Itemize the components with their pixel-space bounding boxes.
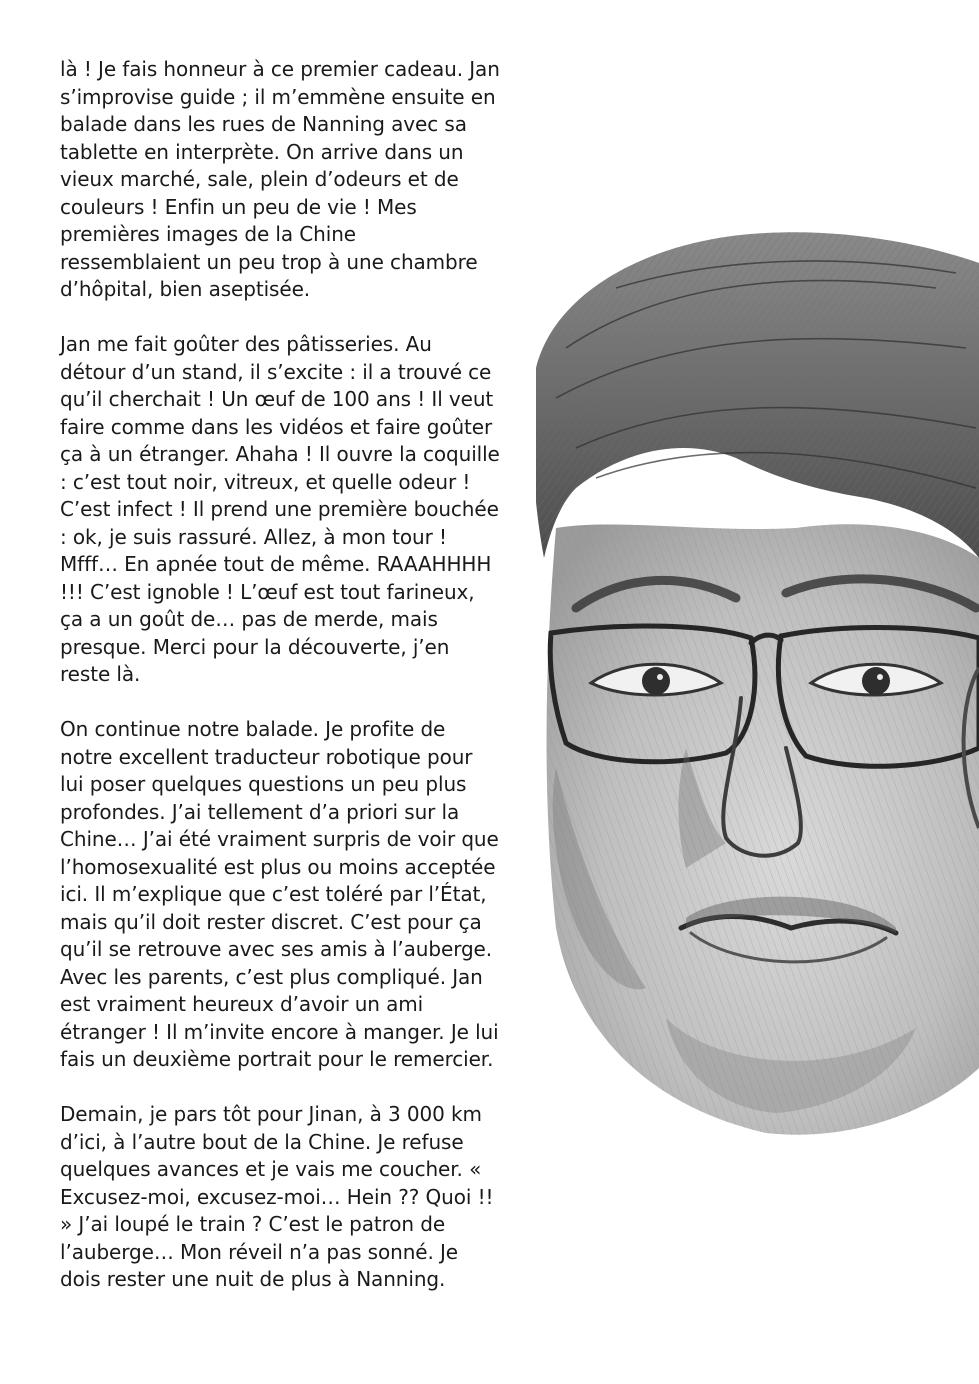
portrait-drawing <box>536 228 979 1148</box>
story-text <box>60 56 500 1321</box>
face-hatching <box>547 524 979 1134</box>
paragraph-3: On continue notre balade. Je profite de notre excellent traducteur robotique pour lui poser quelques questions un peu plus profondes. J’ai tellement d’a priori sur la Chine… J’ai été vraiment surpris de voir que l’homosexualité est plus ou moins acceptée ici. Il m’explique que c’est toléré par l’État, mais qu’il doit rester discret. C’est pour ça qu’il se retrouve avec ses amis à l’auberge. Avec les parents, c’est plus compliqué. Jan est vraiment heureux d’avoir un ami étranger ! Il m’invite encore à manger. Je lui fais un deuxième portrait pour le remercier. <box>60 717 499 1071</box>
hair-strands <box>536 232 979 558</box>
pencil-portrait-illustration <box>536 228 979 1148</box>
paragraph-2: Jan me fait goûter des pâtisseries. Au détour d’un stand, il s’excite : il a trouvé ce qu’il cherchait ! Un œuf de 100 ans ! Il veut faire comme dans les vidéos et faire goûter ça à un étranger. Ahaha ! Il ouvre la coquille : c’est tout noir, vitreux, et quelle odeur ! C’est infect ! Il prend une première bouchée : ok, je suis rassuré. Allez, à mon tour ! Mfff… En apnée tout de même. RAAAHHHH !!! C’est ignoble ! L’œuf est tout farineux, ça a un goût de… pas de merde, mais presque. Merci pour la découverte, j’en reste là. <box>60 332 500 686</box>
paragraph-1: là ! Je fais honneur à ce premier cadeau. Jan s’improvise guide ; il m’emmène ensuite en balade dans les rues de Nanning avec sa tablette en interprète. On arrive dans un vieux marché, sale, plein d’odeurs et de couleurs ! Enfin un peu de vie ! Mes premières images de la Chine ressemblaient un peu trop à une chambre d’hôpital, bien aseptisée. <box>60 57 500 301</box>
paragraph-4: Demain, je pars tôt pour Jinan, à 3 000 km d’ici, à l’autre bout de la Chine. Je refuse quelques avances et je vais me coucher. « Excusez-moi, excusez-moi… Hein ?? Quoi !! » J’ai loupé le train ? C’est le patron de l’auberge… Mon réveil n’a pas sonné. Je dois rester une nuit de plus à Nanning. <box>60 1102 494 1291</box>
